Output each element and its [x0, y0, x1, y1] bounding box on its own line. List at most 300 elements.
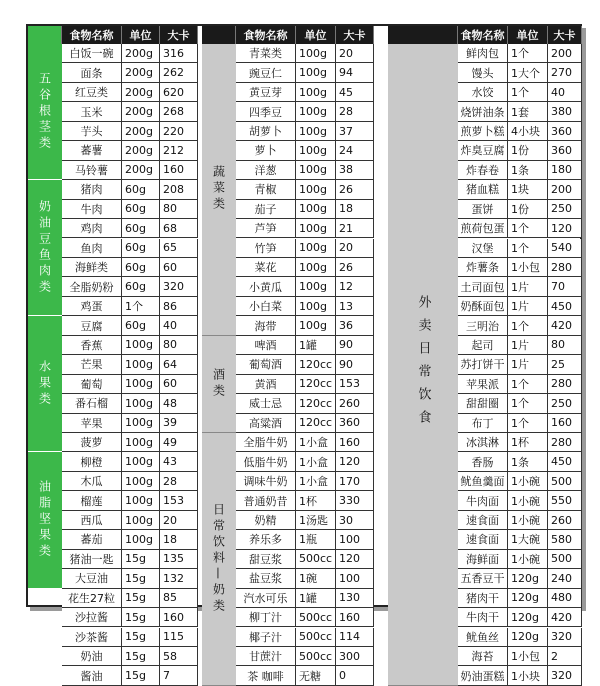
kcal-cell: 480 [548, 589, 582, 608]
kcal-cell: 320 [548, 628, 582, 647]
header-category-blank [28, 26, 62, 44]
kcal-cell: 160 [160, 608, 198, 627]
unit-cell: 100g [296, 44, 336, 63]
unit-cell: 1小盒 [296, 472, 336, 491]
food-name-cell: 马铃薯 [62, 161, 122, 180]
food-name-cell: 牛肉干 [458, 608, 508, 627]
unit-cell: 100g [296, 63, 336, 82]
kcal-cell: 60 [160, 375, 198, 394]
kcal-cell: 220 [160, 122, 198, 141]
kcal-cell: 38 [336, 161, 374, 180]
unit-cell: 100g [122, 530, 160, 549]
kcal-cell: 0 [336, 666, 374, 685]
unit-cell: 60g [122, 219, 160, 238]
food-name-cell: 五香豆干 [458, 569, 508, 588]
category-text: 水果类 [37, 359, 52, 408]
kcal-cell: 80 [160, 200, 198, 219]
food-name-cell: 白饭一碗 [62, 44, 122, 63]
unit-cell: 60g [122, 239, 160, 258]
kcal-cell: 90 [336, 355, 374, 374]
unit-cell: 1条 [508, 452, 548, 471]
kcal-cell: 380 [548, 102, 582, 121]
food-name-cell: 西瓜 [62, 511, 122, 530]
unit-cell: 1片 [508, 355, 548, 374]
food-name-cell: 大豆油 [62, 569, 122, 588]
kcal-cell: 36 [336, 316, 374, 335]
unit-cell: 15g [122, 647, 160, 666]
unit-cell: 200g [122, 44, 160, 63]
kcal-cell: 58 [160, 647, 198, 666]
category-label [28, 180, 62, 316]
kcal-cell: 260 [548, 511, 582, 530]
unit-cell: 1小碗 [508, 550, 548, 569]
category-label [202, 433, 236, 686]
kcal-cell: 160 [336, 608, 374, 627]
unit-cell: 1碗 [296, 569, 336, 588]
unit-cell: 100g [122, 336, 160, 355]
food-name-cell: 青菜类 [236, 44, 296, 63]
unit-cell: 15g [122, 569, 160, 588]
unit-cell: 15g [122, 628, 160, 647]
food-name-cell: 沙茶酱 [62, 628, 122, 647]
food-name-cell: 甘蔗汁 [236, 647, 296, 666]
kcal-cell: 48 [160, 394, 198, 413]
kcal-cell: 208 [160, 180, 198, 199]
food-name-cell: 养乐多 [236, 530, 296, 549]
food-name-cell: 调味牛奶 [236, 472, 296, 491]
kcal-cell: 270 [548, 63, 582, 82]
category-text: 五谷根茎类 [37, 71, 52, 152]
food-name-cell: 普通奶昔 [236, 491, 296, 510]
kcal-cell: 90 [336, 336, 374, 355]
kcal-cell: 28 [336, 102, 374, 121]
kcal-cell: 160 [336, 433, 374, 452]
food-name-cell: 豆腐 [62, 316, 122, 335]
kcal-cell: 26 [336, 180, 374, 199]
kcal-cell: 280 [548, 375, 582, 394]
header-kcal: 大卡 [548, 26, 582, 44]
food-name-cell: 海带 [236, 316, 296, 335]
unit-cell: 100g [296, 277, 336, 296]
food-name-cell: 炸臭豆腐 [458, 141, 508, 160]
food-name-cell: 猪血糕 [458, 180, 508, 199]
unit-cell: 120cc [296, 394, 336, 413]
unit-cell: 100g [296, 180, 336, 199]
header-food-name: 食物名称 [236, 26, 296, 44]
unit-cell: 100g [296, 122, 336, 141]
unit-cell: 15g [122, 666, 160, 685]
category-text: 奶油豆鱼肉类 [37, 199, 52, 296]
food-name-cell: 芦笋 [236, 219, 296, 238]
unit-cell: 1个 [508, 219, 548, 238]
unit-cell: 1个 [508, 316, 548, 335]
food-name-cell: 红豆类 [62, 83, 122, 102]
unit-cell: 4小块 [508, 122, 548, 141]
unit-cell: 15g [122, 589, 160, 608]
kcal-cell: 580 [548, 530, 582, 549]
food-name-cell: 酱油 [62, 666, 122, 685]
header-food-name: 食物名称 [458, 26, 508, 44]
food-name-cell: 苹果 [62, 414, 122, 433]
food-name-cell: 葡萄酒 [236, 355, 296, 374]
kcal-cell: 85 [160, 589, 198, 608]
food-name-cell: 冰淇淋 [458, 433, 508, 452]
unit-cell: 120cc [296, 355, 336, 374]
unit-cell: 100g [122, 511, 160, 530]
unit-cell: 1个 [508, 83, 548, 102]
food-name-cell: 鱿鱼羹面 [458, 472, 508, 491]
unit-cell: 100g [122, 452, 160, 471]
unit-cell: 100g [296, 297, 336, 316]
food-name-cell: 汽水可乐 [236, 589, 296, 608]
category-text: 酒类 [211, 367, 226, 400]
unit-cell: 120g [508, 608, 548, 627]
unit-cell: 1片 [508, 277, 548, 296]
unit-cell: 1杯 [508, 433, 548, 452]
food-name-cell: 木瓜 [62, 472, 122, 491]
food-name-cell: 蛋饼 [458, 200, 508, 219]
food-name-cell: 竹笋 [236, 239, 296, 258]
kcal-cell: 80 [548, 336, 582, 355]
unit-cell: 100g [296, 258, 336, 277]
kcal-cell: 26 [336, 258, 374, 277]
kcal-cell: 160 [160, 161, 198, 180]
kcal-cell: 94 [336, 63, 374, 82]
unit-cell: 1个 [508, 394, 548, 413]
unit-cell: 15g [122, 550, 160, 569]
food-name-cell: 青椒 [236, 180, 296, 199]
food-name-cell: 萝卜 [236, 141, 296, 160]
unit-cell: 60g [122, 277, 160, 296]
kcal-cell: 7 [160, 666, 198, 685]
food-name-cell: 鱿鱼丝 [458, 628, 508, 647]
food-name-cell: 馒头 [458, 63, 508, 82]
kcal-cell: 200 [548, 44, 582, 63]
unit-cell: 1瓶 [296, 530, 336, 549]
kcal-cell: 65 [160, 239, 198, 258]
kcal-cell: 21 [336, 219, 374, 238]
unit-cell: 1个 [508, 414, 548, 433]
food-name-cell: 鸡肉 [62, 219, 122, 238]
food-name-cell: 苹果派 [458, 375, 508, 394]
food-name-cell: 椰子汁 [236, 628, 296, 647]
unit-cell: 100g [122, 472, 160, 491]
kcal-cell: 550 [548, 491, 582, 510]
unit-cell: 无糖 [296, 666, 336, 685]
kcal-cell: 200 [548, 180, 582, 199]
food-name-cell: 海鲜类 [62, 258, 122, 277]
header-kcal: 大卡 [160, 26, 198, 44]
kcal-cell: 100 [336, 530, 374, 549]
food-name-cell: 全脂奶粉 [62, 277, 122, 296]
food-name-cell: 牛肉 [62, 200, 122, 219]
kcal-cell: 500 [548, 550, 582, 569]
food-name-cell: 起司 [458, 336, 508, 355]
food-name-cell: 牛肉面 [458, 491, 508, 510]
kcal-cell: 360 [548, 122, 582, 141]
kcal-cell: 68 [160, 219, 198, 238]
unit-cell: 1小碗 [508, 491, 548, 510]
kcal-cell: 450 [548, 297, 582, 316]
kcal-cell: 20 [336, 239, 374, 258]
kcal-cell: 49 [160, 433, 198, 452]
unit-cell: 200g [122, 63, 160, 82]
food-name-cell: 高粱酒 [236, 414, 296, 433]
header-category-blank [388, 26, 458, 44]
kcal-cell: 100 [336, 569, 374, 588]
unit-cell: 100g [296, 200, 336, 219]
kcal-cell: 60 [160, 258, 198, 277]
kcal-cell: 70 [548, 277, 582, 296]
kcal-cell: 540 [548, 239, 582, 258]
food-name-cell: 黄酒 [236, 375, 296, 394]
unit-cell: 1份 [508, 141, 548, 160]
unit-cell: 200g [122, 122, 160, 141]
kcal-cell: 212 [160, 141, 198, 160]
food-name-cell: 鲜肉包 [458, 44, 508, 63]
unit-cell: 120g [508, 628, 548, 647]
kcal-cell: 43 [160, 452, 198, 471]
kcal-cell: 37 [336, 122, 374, 141]
food-name-cell: 柳橙 [62, 452, 122, 471]
unit-cell: 1块 [508, 180, 548, 199]
kcal-cell: 170 [336, 472, 374, 491]
food-name-cell: 甜甜圈 [458, 394, 508, 413]
food-name-cell: 猪油一匙 [62, 550, 122, 569]
category-text: 外卖日常饮食 [415, 295, 431, 434]
food-name-cell: 芋头 [62, 122, 122, 141]
kcal-cell: 135 [160, 550, 198, 569]
food-name-cell: 奶酥面包 [458, 297, 508, 316]
food-name-cell: 猪肉 [62, 180, 122, 199]
kcal-cell: 280 [548, 258, 582, 277]
unit-cell: 100g [122, 375, 160, 394]
category-label [202, 336, 236, 433]
kcal-cell: 268 [160, 102, 198, 121]
header-unit: 单位 [296, 26, 336, 44]
food-name-cell: 茶 咖啡 [236, 666, 296, 685]
unit-cell: 1小包 [508, 647, 548, 666]
kcal-cell: 2 [548, 647, 582, 666]
unit-cell: 1片 [508, 297, 548, 316]
kcal-cell: 13 [336, 297, 374, 316]
kcal-cell: 240 [548, 569, 582, 588]
unit-cell: 60g [122, 258, 160, 277]
kcal-cell: 64 [160, 355, 198, 374]
category-text: 日常饮料—奶类 [211, 502, 226, 615]
kcal-cell: 40 [160, 316, 198, 335]
food-name-cell: 豌豆仁 [236, 63, 296, 82]
food-name-cell: 炸薯条 [458, 258, 508, 277]
food-name-cell: 威士忌 [236, 394, 296, 413]
unit-cell: 120cc [296, 414, 336, 433]
kcal-cell: 620 [160, 83, 198, 102]
category-label [202, 44, 236, 336]
calorie-table [26, 24, 582, 683]
category-label [28, 44, 62, 180]
unit-cell: 120cc [296, 375, 336, 394]
kcal-cell: 450 [548, 452, 582, 471]
unit-cell: 100g [296, 161, 336, 180]
unit-cell: 1份 [508, 200, 548, 219]
kcal-cell: 30 [336, 511, 374, 530]
unit-cell: 1大个 [508, 63, 548, 82]
food-name-cell: 蕃茄 [62, 530, 122, 549]
food-name-cell: 布丁 [458, 414, 508, 433]
kcal-cell: 420 [548, 608, 582, 627]
kcal-cell: 120 [336, 550, 374, 569]
header-food-name: 食物名称 [62, 26, 122, 44]
food-name-cell: 奶精 [236, 511, 296, 530]
kcal-cell: 20 [160, 511, 198, 530]
kcal-cell: 320 [160, 277, 198, 296]
unit-cell: 1个 [122, 297, 160, 316]
food-name-cell: 速食面 [458, 530, 508, 549]
unit-cell: 200g [122, 141, 160, 160]
food-name-cell: 苏打饼干 [458, 355, 508, 374]
food-name-cell: 沙拉酱 [62, 608, 122, 627]
kcal-cell: 86 [160, 297, 198, 316]
unit-cell: 1罐 [296, 589, 336, 608]
unit-cell: 60g [122, 316, 160, 335]
food-name-cell: 小白菜 [236, 297, 296, 316]
food-name-cell: 茄子 [236, 200, 296, 219]
unit-cell: 1小碗 [508, 472, 548, 491]
unit-cell: 200g [122, 102, 160, 121]
unit-cell: 15g [122, 608, 160, 627]
unit-cell: 1小包 [508, 258, 548, 277]
food-name-cell: 盐豆浆 [236, 569, 296, 588]
food-name-cell: 玉米 [62, 102, 122, 121]
unit-cell: 100g [122, 433, 160, 452]
food-name-cell: 水饺 [458, 83, 508, 102]
kcal-cell: 24 [336, 141, 374, 160]
unit-cell: 1片 [508, 336, 548, 355]
food-name-cell: 葡萄 [62, 375, 122, 394]
unit-cell: 200g [122, 83, 160, 102]
unit-cell: 100g [122, 491, 160, 510]
unit-cell: 1大碗 [508, 530, 548, 549]
unit-cell: 1杯 [296, 491, 336, 510]
food-name-cell: 芒果 [62, 355, 122, 374]
category-label [388, 44, 458, 686]
kcal-cell: 360 [336, 414, 374, 433]
kcal-cell: 260 [336, 394, 374, 413]
kcal-cell: 300 [336, 647, 374, 666]
food-name-cell: 蕃薯 [62, 141, 122, 160]
food-name-cell: 鱼肉 [62, 239, 122, 258]
unit-cell: 100g [296, 239, 336, 258]
food-name-cell: 榴莲 [62, 491, 122, 510]
header-unit: 单位 [122, 26, 160, 44]
kcal-cell: 80 [160, 336, 198, 355]
kcal-cell: 153 [336, 375, 374, 394]
kcal-cell: 420 [548, 316, 582, 335]
unit-cell: 100g [296, 219, 336, 238]
food-name-cell: 海苔 [458, 647, 508, 666]
food-name-cell: 奶油 [62, 647, 122, 666]
food-name-cell: 四季豆 [236, 102, 296, 121]
kcal-cell: 360 [548, 141, 582, 160]
food-name-cell: 烧饼油条 [458, 102, 508, 121]
kcal-cell: 28 [160, 472, 198, 491]
kcal-cell: 250 [548, 394, 582, 413]
food-name-cell: 速食面 [458, 511, 508, 530]
kcal-cell: 160 [548, 414, 582, 433]
food-name-cell: 香蕉 [62, 336, 122, 355]
unit-cell: 1条 [508, 161, 548, 180]
unit-cell: 100g [122, 394, 160, 413]
kcal-cell: 39 [160, 414, 198, 433]
food-name-cell: 菜花 [236, 258, 296, 277]
unit-cell: 1个 [508, 239, 548, 258]
unit-cell: 500cc [296, 550, 336, 569]
food-name-cell: 小黄瓜 [236, 277, 296, 296]
kcal-cell: 320 [548, 666, 582, 685]
unit-cell: 100g [296, 316, 336, 335]
kcal-cell: 180 [548, 161, 582, 180]
kcal-cell: 25 [548, 355, 582, 374]
food-name-cell: 胡萝卜 [236, 122, 296, 141]
food-name-cell: 全脂牛奶 [236, 433, 296, 452]
food-name-cell: 猪肉干 [458, 589, 508, 608]
category-text: 蔬菜类 [211, 165, 226, 214]
unit-cell: 1个 [508, 375, 548, 394]
kcal-cell: 280 [548, 433, 582, 452]
kcal-cell: 114 [336, 628, 374, 647]
unit-cell: 200g [122, 161, 160, 180]
food-name-cell: 奶油蛋糕 [458, 666, 508, 685]
unit-cell: 60g [122, 200, 160, 219]
category-label [28, 452, 62, 588]
unit-cell: 1汤匙 [296, 511, 336, 530]
unit-cell: 500cc [296, 647, 336, 666]
unit-cell: 1小块 [508, 666, 548, 685]
category-text: 油脂坚果类 [37, 480, 52, 560]
kcal-cell: 132 [160, 569, 198, 588]
unit-cell: 1小盒 [296, 452, 336, 471]
food-name-cell: 煎萝卜糕 [458, 122, 508, 141]
unit-cell: 100g [122, 355, 160, 374]
food-name-cell: 黄豆芽 [236, 83, 296, 102]
food-name-cell: 面条 [62, 63, 122, 82]
unit-cell: 60g [122, 180, 160, 199]
kcal-cell: 153 [160, 491, 198, 510]
food-name-cell: 甜豆浆 [236, 550, 296, 569]
kcal-cell: 120 [548, 219, 582, 238]
food-name-cell: 香肠 [458, 452, 508, 471]
header-category-blank [202, 26, 236, 44]
food-name-cell: 番石榴 [62, 394, 122, 413]
food-name-cell: 海鲜面 [458, 550, 508, 569]
unit-cell: 1罐 [296, 336, 336, 355]
unit-cell: 100g [296, 83, 336, 102]
kcal-cell: 18 [160, 530, 198, 549]
header-kcal: 大卡 [336, 26, 374, 44]
food-name-cell: 三明治 [458, 316, 508, 335]
unit-cell: 1小碗 [508, 511, 548, 530]
category-label [28, 316, 62, 452]
unit-cell: 1套 [508, 102, 548, 121]
unit-cell: 120g [508, 569, 548, 588]
kcal-cell: 316 [160, 44, 198, 63]
unit-cell: 100g [122, 414, 160, 433]
food-name-cell: 煎荷包蛋 [458, 219, 508, 238]
unit-cell: 100g [296, 141, 336, 160]
food-name-cell: 柳丁汁 [236, 608, 296, 627]
food-name-cell: 炸春卷 [458, 161, 508, 180]
unit-cell: 1个 [508, 44, 548, 63]
